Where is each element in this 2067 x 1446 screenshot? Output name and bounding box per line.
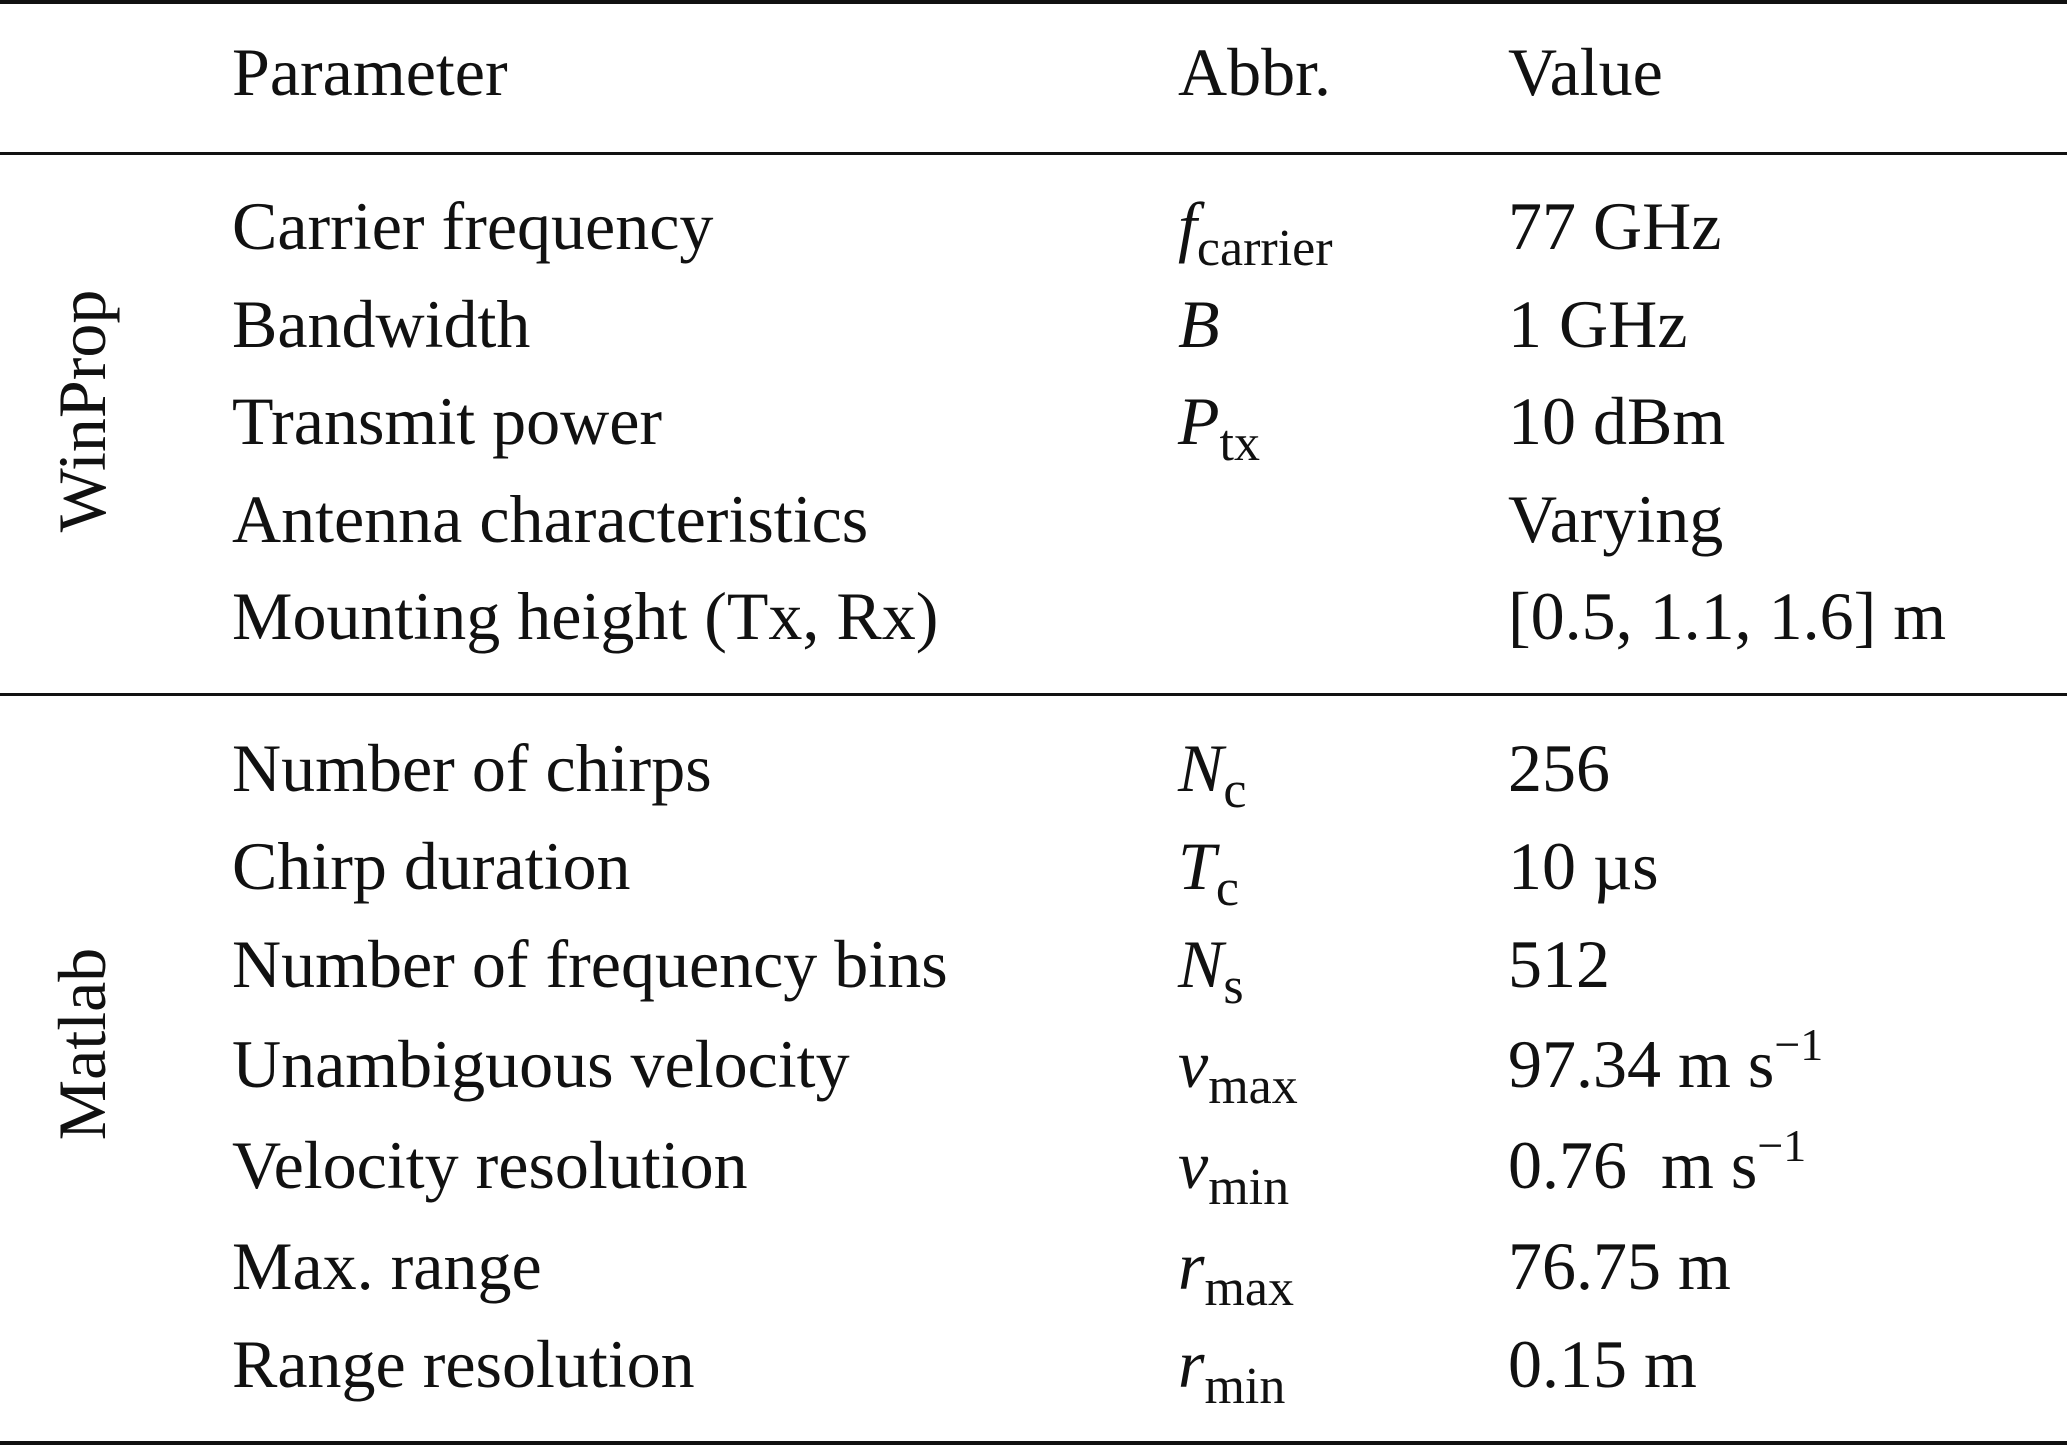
abbr-subscript: max: [1204, 1259, 1294, 1317]
value-text: 77 GHz: [1508, 188, 1722, 264]
abbr-subscript: tx: [1219, 414, 1260, 472]
abbr-symbol: r: [1178, 1228, 1205, 1304]
row-value: [1508, 1120, 1807, 1203]
value-text: 1 GHz: [1508, 286, 1688, 362]
header-rule: [0, 152, 2067, 155]
row-value: [1508, 481, 1724, 557]
header-value: Value: [1508, 34, 1663, 110]
row-value: [1508, 730, 1610, 806]
row-abbr: [1178, 286, 1220, 362]
value-text: 10 µs: [1508, 828, 1659, 904]
value-text: 10 dBm: [1508, 383, 1726, 459]
row-abbr: [1178, 383, 1260, 472]
row-parameter: Transmit power: [232, 383, 663, 459]
abbr-subscript: min: [1208, 1158, 1290, 1216]
row-parameter: Unambiguous velocity: [232, 1026, 850, 1102]
value-superscript: −1: [1774, 1019, 1824, 1071]
row-value: [1508, 1228, 1731, 1304]
row-parameter: Number of frequency bins: [232, 926, 948, 1002]
group-label-winprop: WinProp: [44, 289, 120, 533]
row-abbr: [1178, 1326, 1286, 1415]
abbr-symbol: N: [1178, 926, 1224, 1002]
row-parameter: Velocity resolution: [232, 1127, 748, 1203]
header-parameter: Parameter: [232, 34, 508, 110]
value-text: 0.15 m: [1508, 1326, 1697, 1402]
value-text: 0.76 m s: [1508, 1127, 1758, 1203]
row-parameter: Mounting height (Tx, Rx): [232, 578, 939, 654]
group-label-matlab: Matlab: [44, 947, 120, 1141]
value-text: 256: [1508, 730, 1610, 806]
row-value: [1508, 578, 1947, 654]
row-value: [1508, 926, 1610, 1002]
row-parameter: Number of chirps: [232, 730, 712, 806]
row-parameter: Carrier frequency: [232, 188, 714, 264]
abbr-subscript: carrier: [1196, 219, 1333, 277]
header-abbr: Abbr.: [1178, 34, 1331, 110]
abbr-subscript: max: [1208, 1057, 1298, 1115]
abbr-subscript: c: [1215, 859, 1239, 917]
row-abbr: [1178, 1127, 1290, 1216]
value-text: 97.34 m s: [1508, 1026, 1775, 1102]
abbr-subscript: min: [1204, 1357, 1286, 1415]
group-rule: [0, 693, 2067, 696]
bottom-rule: [0, 1441, 2067, 1445]
value-superscript: −1: [1757, 1120, 1807, 1172]
row-value: [1508, 1019, 1824, 1102]
row-value: [1508, 383, 1726, 459]
value-text: [0.5, 1.1, 1.6] m: [1508, 578, 1947, 654]
abbr-symbol: T: [1178, 828, 1216, 904]
abbr-symbol: B: [1178, 286, 1220, 362]
abbr-symbol: r: [1178, 1326, 1205, 1402]
row-abbr: [1178, 926, 1244, 1015]
row-value: [1508, 1326, 1697, 1402]
row-parameter: Chirp duration: [232, 828, 631, 904]
row-value: [1508, 286, 1688, 362]
row-abbr: [1178, 1228, 1294, 1317]
value-text: 76.75 m: [1508, 1228, 1731, 1304]
row-abbr: [1178, 1026, 1298, 1115]
row-parameter: Bandwidth: [232, 286, 531, 362]
value-text: Varying: [1508, 481, 1724, 557]
row-value: [1508, 188, 1722, 264]
abbr-symbol: v: [1178, 1026, 1209, 1102]
row-abbr: [1178, 188, 1333, 277]
value-text: 512: [1508, 926, 1610, 1002]
row-parameter: Antenna characteristics: [232, 481, 869, 557]
abbr-symbol: P: [1178, 383, 1220, 459]
abbr-subscript: s: [1223, 957, 1244, 1015]
abbr-symbol: N: [1178, 730, 1224, 806]
row-parameter: Range resolution: [232, 1326, 695, 1402]
row-abbr: [1178, 828, 1239, 917]
row-abbr: [1178, 730, 1247, 819]
abbr-symbol: f: [1178, 188, 1197, 264]
row-value: [1508, 828, 1659, 904]
abbr-symbol: v: [1178, 1127, 1209, 1203]
row-parameter: Max. range: [232, 1228, 542, 1304]
abbr-subscript: c: [1223, 761, 1247, 819]
top-rule: [0, 0, 2067, 4]
